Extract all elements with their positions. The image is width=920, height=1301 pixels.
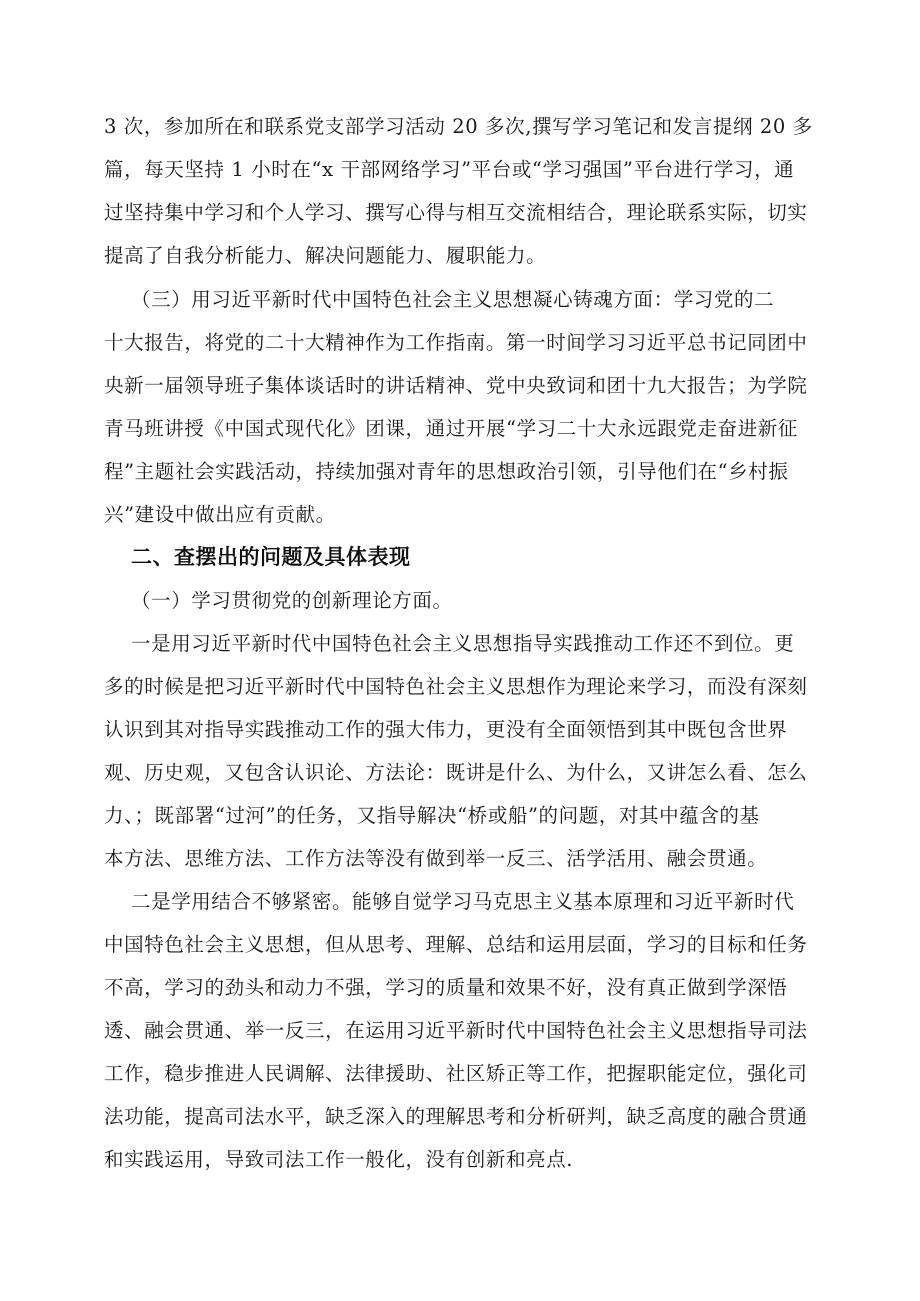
section-heading: 二、查摆出的问题及具体表现 (131, 545, 411, 569)
subsection-heading: （一）学习贯彻党的创新理论方面。 (131, 589, 453, 612)
text-line: 不高，学习的劲头和动力不强，学习的质量和效果不好，没有真正做到学深悟 (104, 976, 788, 999)
text-line: 青马班讲授《中国式现代化》团课，通过开展“学习二十大永远跟党走奋进新征 (104, 417, 798, 440)
paragraph-point-one-start: 一是用习近平新时代中国特色社会主义思想指导实践推动工作还不到位。更 (131, 632, 795, 655)
text-line: 篇，每天坚持 1 小时在“x 干部网络学习”平台或“学习强国”平台进行学习，通 (104, 158, 795, 181)
text-line: 程”主题社会实践活动，持续加强对青年的思想政治引领，引导他们在“乡村振 (104, 460, 789, 483)
text-line: 十大报告，将党的二十大精神作为工作指南。第一时间学习习近平总书记同团中 (104, 331, 808, 354)
text-line: 观、历史观，又包含认识论、方法论：既讲是什么、为什么，又讲怎么看、怎么 (104, 761, 808, 784)
text-line: 过坚持集中学习和个人学习、撰写心得与相互交流相结合，理论联系实际，切实 (104, 201, 808, 224)
text-line: 兴”建设中做出应有贡献。 (104, 503, 336, 526)
text-line: 法功能，提高司法水平，缺乏深入的理解思考和分析研判，缺乏高度的融合贯通 (104, 1105, 808, 1128)
paragraph-three-start: （三）用习近平新时代中国特色社会主义思想凝心铸魂方面：学习党的二 (131, 288, 775, 311)
text-line: 3 次，参加所在和联系党支部学习活动 20 多次,撰写学习笔记和发言提纲 20 多 (104, 115, 813, 138)
text-line: 多的时候是把习近平新时代中国特色社会主义思想作为理论来学习，而没有深刻 (104, 675, 808, 698)
text-line: 提高了自我分析能力、解决问题能力、履职能力。 (104, 244, 547, 267)
text-line: 力、；既部署“过河”的任务，又指导解决“桥或船”的问题，对其中蕴含的基 (104, 804, 760, 827)
text-line: 本方法、思维方法、工作方法等没有做到举一反三、活学活用、融会贯通。 (104, 847, 768, 870)
text-line: 工作，稳步推进人民调解、法律援助、社区矫正等工作，把握职能定位，强化司 (104, 1062, 808, 1085)
text-line: 和实践运用，导致司法工作一般化，没有创新和亮点. (104, 1148, 574, 1171)
text-line: 透、融会贯通、举一反三，在运用习近平新时代中国特色社会主义思想指导司法 (104, 1019, 808, 1042)
text-line: 中国特色社会主义思想，但从思考、理解、总结和运用层面，学习的目标和任务 (104, 933, 808, 956)
paragraph-point-two-start: 二是学用结合不够紧密。能够自觉学习马克思主义基本原理和习近平新时代 (131, 890, 795, 913)
text-line: 央新一届领导班子集体谈话时的讲话精神、党中央致词和团十九大报告；为学院 (104, 374, 808, 397)
text-line: 认识到其对指导实践推动工作的强大伟力，更没有全面领悟到其中既包含世界 (104, 718, 788, 741)
